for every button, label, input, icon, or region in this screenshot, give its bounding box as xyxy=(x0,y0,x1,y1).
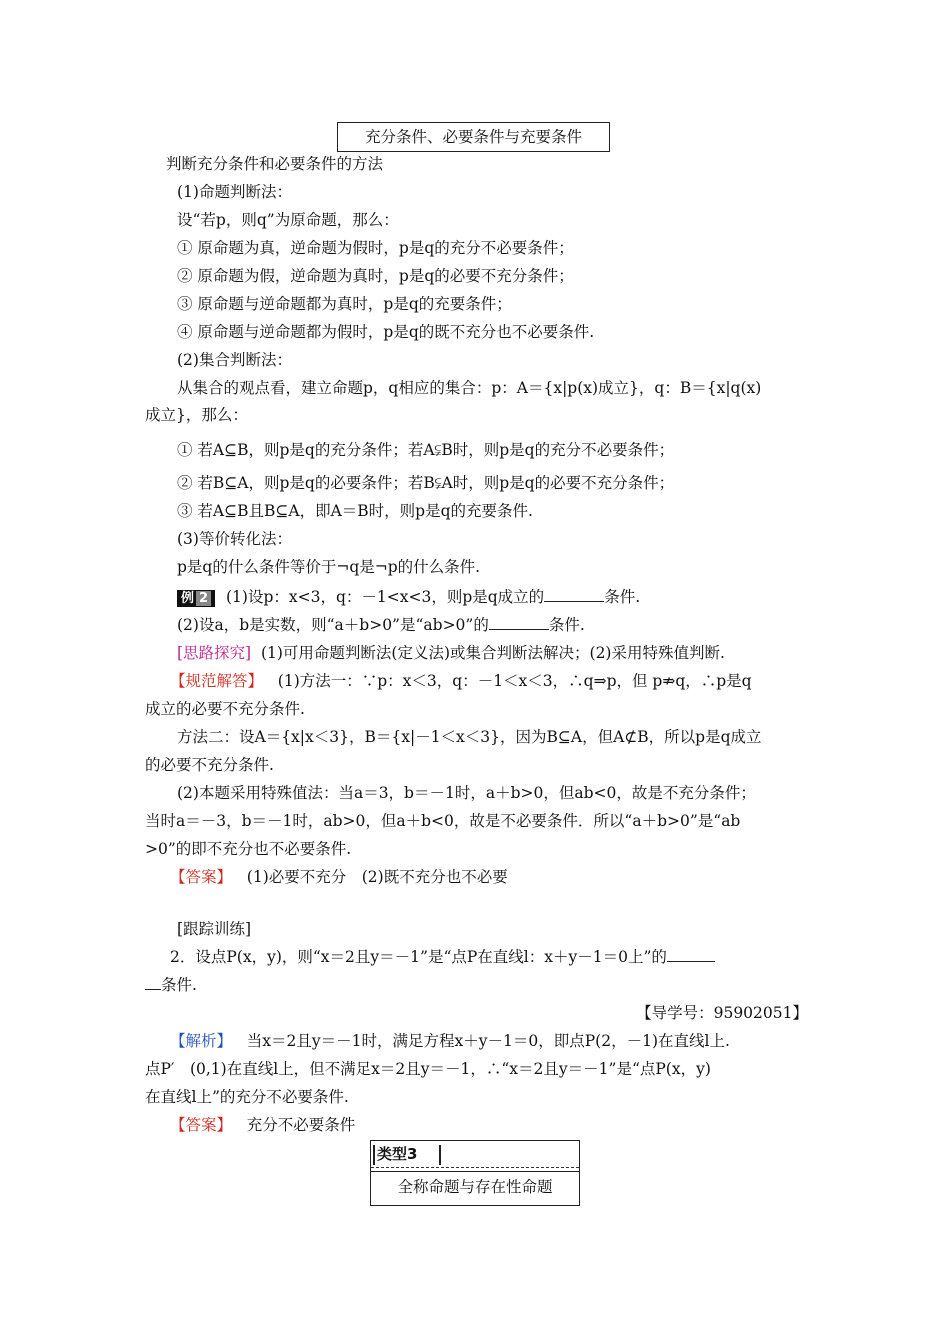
analysis-label: 【解析】 xyxy=(170,1032,233,1050)
method-2-title: (2)集合判断法： xyxy=(177,351,292,369)
analysis-line-1: 【解析】 当x＝2且y＝－1时，满足方程x＋y－1＝0，即点P(2，－1)在直线l上. xyxy=(170,1032,730,1050)
solution-label: 【规范解答】 xyxy=(170,672,264,690)
answer-blank xyxy=(145,975,161,990)
method-3-title: (3)等价转化法： xyxy=(177,530,292,548)
method-1-item: ④ 原命题与逆命题都为假时，p是q的既不充分也不必要条件. xyxy=(177,323,595,341)
example-badge: 例 2 xyxy=(177,590,215,607)
solution-line-1: 【规范解答】 (1)方法一：∵p：x＜3，q：－1＜x＜3，∴q⇒p，但 p⇏q，∴p是q xyxy=(170,672,752,690)
method-1-item: ① 原命题为真，逆命题为假时，p是q的充分不必要条件； xyxy=(177,239,574,257)
solution-line-6: 当时a＝－3，b＝－1时，ab>0，但a＋b<0，故是不必要条件．所以“a＋b>0”是“ab xyxy=(145,812,741,830)
method-3-text: p是q的什么条件等价于¬q是¬p的什么条件. xyxy=(177,558,481,576)
analysis-line-2: 点P′ (0,1)在直线l上，但不满足x＝2且y＝－1，∴“x＝2且y＝－1”是“点P(x，y) xyxy=(145,1060,711,1078)
method-2-item: ① 若A⊆B，则p是q的充分条件；若A⫋B时，则p是q的充分不必要条件； xyxy=(177,441,675,459)
methods-heading: 判断充分条件和必要条件的方法 xyxy=(166,155,384,173)
analysis-line-3: 在直线l上”的充分不必要条件. xyxy=(145,1088,349,1106)
answer-label: 【答案】 xyxy=(170,1116,233,1134)
method-2-item: ② 若B⊆A，则p是q的必要条件；若B⫋A时，则p是q的必要不充分条件； xyxy=(177,474,675,492)
type-heading: 类型3 xyxy=(377,1145,418,1163)
hint-label: [思路探究] xyxy=(177,644,252,662)
method-2-intro: 从集合的观点看，建立命题p，q相应的集合：p：A＝{x|p(x)成立}，q：B＝{x|q(x) xyxy=(177,379,762,397)
answer-blank xyxy=(544,587,604,602)
method-2-item: ③ 若A⊆B且B⊆A，即A＝B时，则p是q的充要条件. xyxy=(177,502,533,520)
guide-number: 【导学号：95902051】 xyxy=(636,1004,808,1022)
solution-line-4: 的必要不充分条件. xyxy=(145,756,274,774)
method-1-intro: 设“若p，则q”为原命题，那么： xyxy=(177,211,399,229)
section-title: 充分条件、必要条件与充要条件 xyxy=(337,122,610,152)
training-question-cont: 条件. xyxy=(145,974,810,996)
method-1-item: ③ 原命题与逆命题都为真时，p是q的充要条件； xyxy=(177,295,512,313)
method-1-item: ② 原命题为假，逆命题为真时，p是q的必要不充分条件； xyxy=(177,267,574,285)
method-1-title: (1)命题判断法： xyxy=(177,183,292,201)
answer-blank xyxy=(489,615,549,630)
type-title: 全称命题与存在性命题 xyxy=(397,1178,553,1196)
solution-line-2: 成立的必要不充分条件. xyxy=(145,700,305,718)
example-answer: 【答案】 (1)必要不充分 (2)既不充分也不必要 xyxy=(170,868,508,886)
answer-blank xyxy=(667,947,715,962)
example-q2: (2)设a，b是实数，则“a＋b>0”是“ab>0”的 条件. xyxy=(177,616,585,634)
type-box xyxy=(370,1140,580,1206)
solution-line-7: >0”的即不充分也不必要条件. xyxy=(145,840,352,858)
answer-label: 【答案】 xyxy=(170,868,233,886)
training-label: [跟踪训练] xyxy=(177,920,252,938)
training-question: 2．设点P(x，y)，则“x＝2且y＝－1”是“点P在直线l：x＋y－1＝0上”的 xyxy=(170,946,835,968)
solution-line-3: 方法二：设A＝{x|x＜3}，B＝{x|－1＜x＜3}，因为B⊆A，但A⊄B，所以p是q成立 xyxy=(177,728,762,746)
example-hint: [思路探究] (1)可用命题判断法(定义法)或集合判断法解决；(2)采用特殊值判断. xyxy=(177,644,725,662)
training-answer: 【答案】 充分不必要条件 xyxy=(170,1116,356,1134)
method-2-intro-cont: 成立}，那么： xyxy=(145,406,248,424)
example-q1: 例 2 (1)设p：x<3，q：－1<x<3，则p是q成立的 条件. xyxy=(177,586,842,608)
solution-line-5: (2)本题采用特殊值法：当a＝3，b＝－1时，a＋b>0，但ab<0，故是不充分条件； xyxy=(177,784,756,802)
